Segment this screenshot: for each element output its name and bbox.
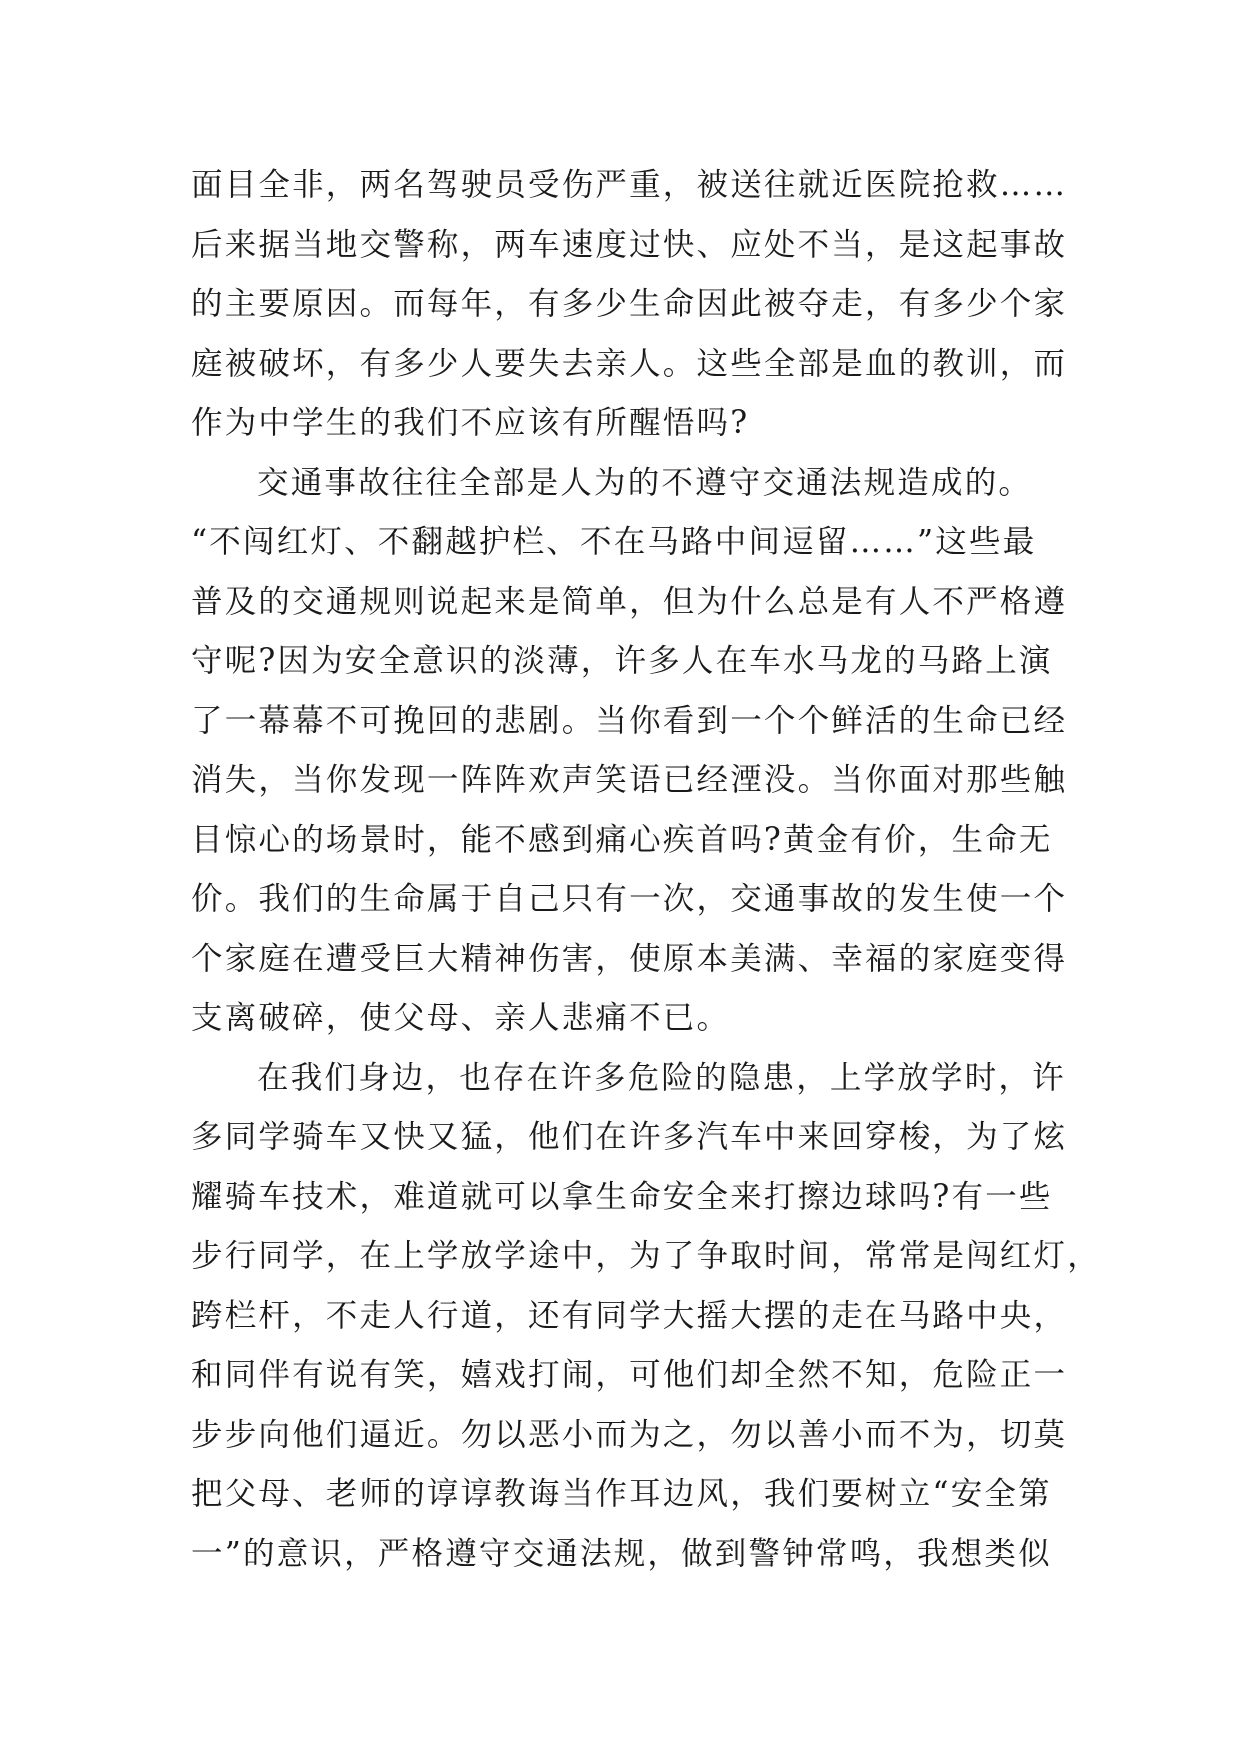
text-line: 步行同学，在上学放学途中，为了争取时间，常常是闯红灯，: [191, 1238, 1101, 1274]
text-line: 步步向他们逼近。勿以恶小而为之，勿以善小而不为，切莫: [191, 1416, 1068, 1453]
text-line: 后来据当地交警称，两车速度过快、应处不当，是这起事故: [191, 226, 1068, 263]
text-line: 庭被破坏，有多少人要失去亲人。这些全部是血的教训，而: [191, 345, 1068, 382]
text-line: 支离破碎，使父母、亲人悲痛不已。: [191, 1000, 731, 1036]
text-line: 守呢?因为安全意识的淡薄，许多人在车水马龙的马路上演: [191, 643, 1053, 679]
text-line: 价。我们的生命属于自己只有一次，交通事故的发生使一个: [191, 881, 1068, 917]
text-line: 消失，当你发现一阵阵欢声笑语已经湮没。当你面对那些触: [191, 762, 1068, 798]
text-line: 在我们身边，也存在许多危险的隐患，上学放学时，许: [257, 1059, 1066, 1096]
text-line: “不闯红灯、不翻越护栏、不在马路中间逗留……”这些最: [191, 524, 1037, 560]
text-line: 交通事故往往全部是人为的不遵守交通法规造成的。: [257, 464, 1033, 501]
text-line: 和同伴有说有笑，嬉戏打闹，可他们却全然不知，危险正一: [191, 1357, 1068, 1393]
text-line: 作为中学生的我们不应该有所醒悟吗?: [191, 405, 750, 441]
text-line: 普及的交通规则说起来是简单，但为什么总是有人不严格遵: [191, 583, 1068, 620]
text-line: 多同学骑车又快又猛，他们在许多汽车中来回穿梭，为了炫: [191, 1119, 1068, 1155]
text-line: 面目全非，两名驾驶员受伤严重，被送往就近医院抢救……: [191, 167, 1068, 203]
document-body-text: [191, 156, 1101, 1584]
text-line: 把父母、老师的谆谆教诲当作耳边风，我们要树立“安全第: [191, 1476, 1052, 1512]
text-line: 一”的意识，严格遵守交通法规，做到警钟常鸣，我想类似: [191, 1535, 1052, 1572]
text-line: 个家庭在遭受巨大精神伤害，使原本美满、幸福的家庭变得: [191, 940, 1068, 977]
text-line: 的主要原因。而每年，有多少生命因此被夺走，有多少个家: [191, 286, 1068, 322]
text-line: 目惊心的场景时，能不感到痛心疾首吗?黄金有价，生命无: [191, 821, 1053, 858]
text-line: 了一幕幕不可挽回的悲剧。当你看到一个个鲜活的生命已经: [191, 702, 1068, 739]
text-line: 耀骑车技术，难道就可以拿生命安全来打擦边球吗?有一些: [191, 1178, 1053, 1215]
text-line: 跨栏杆，不走人行道，还有同学大摇大摆的走在马路中央，: [191, 1297, 1068, 1334]
